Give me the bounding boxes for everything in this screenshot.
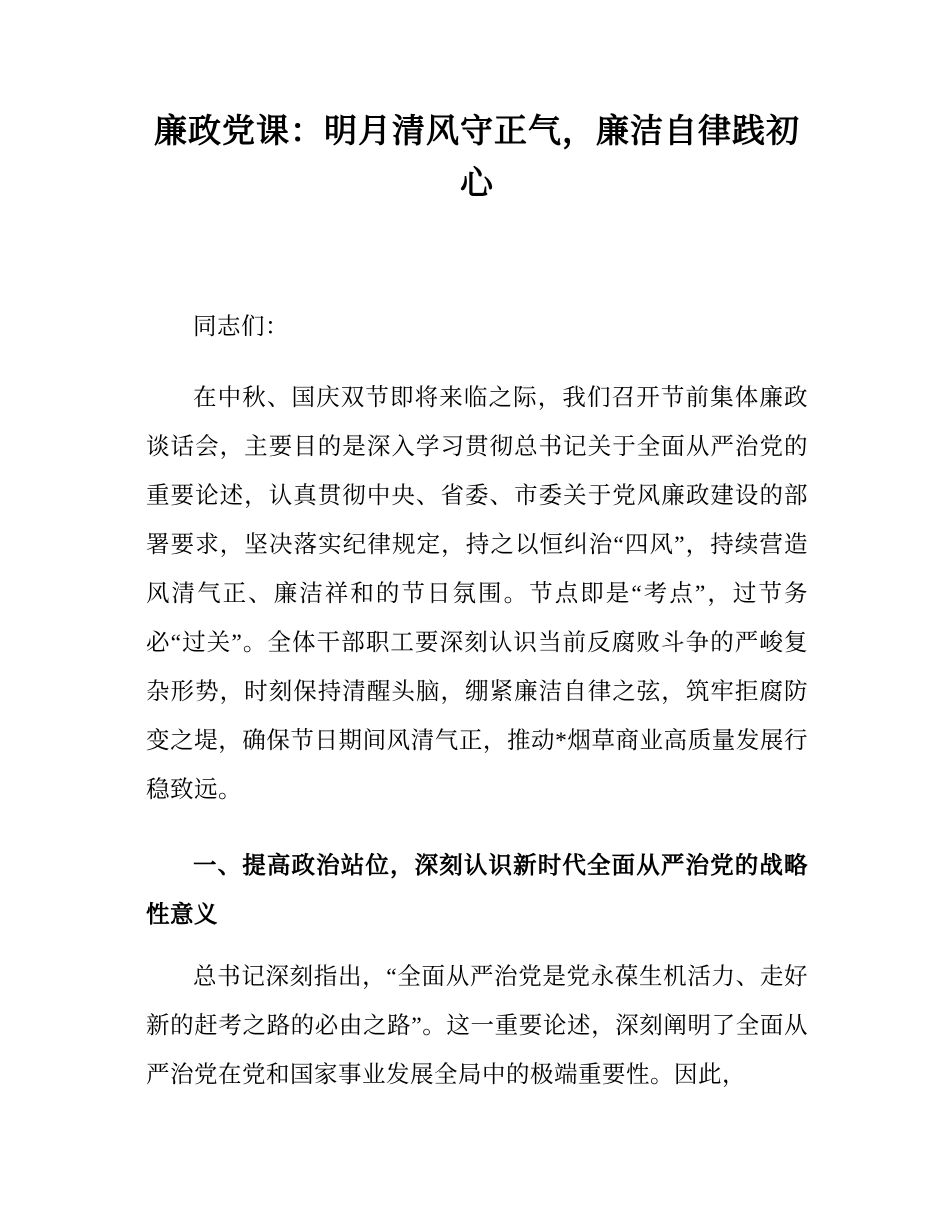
section-1-heading: 一、提高政治站位，深刻认识新时代全面从严治党的战略性意义: [146, 852, 808, 927]
section-1-paragraph: 总书记深刻指出，“全面从严治党是党永葆生机活力、走好新的赶考之路的必由之路”。这一重要论述，深刻阐明了全面从严治党在党和国家事业发展全局中的极端重要性。因此，: [146, 964, 808, 1088]
intro-paragraph: 在中秋、国庆双节即将来临之际，我们召开节前集体廉政谈话会，主要目的是深入学习贯彻总书记关于全面从严治党的重要论述，认真贯彻中央、省委、市委关于党风廉政建设的部署要求，坚决落实纪律规定，持之以恒纠治“四风”，持续营造风清气正、廉洁祥和的节日氛围。节点即是“考点”，过节务必“过关”。全体干部职工要深刻认识当前反腐败斗争的严峻复杂形势，时刻保持清醒头脑，绷紧廉洁自律之弦，筑牢拒腐防变之堤，确保节日期间风清气正，推动*烟草商业高质量发展行稳致远。: [146, 385, 808, 803]
document-title: 廉政党课：明月清风守正气，廉洁自律践初心: [154, 114, 800, 202]
salutation-paragraph: 同志们：: [193, 314, 289, 340]
